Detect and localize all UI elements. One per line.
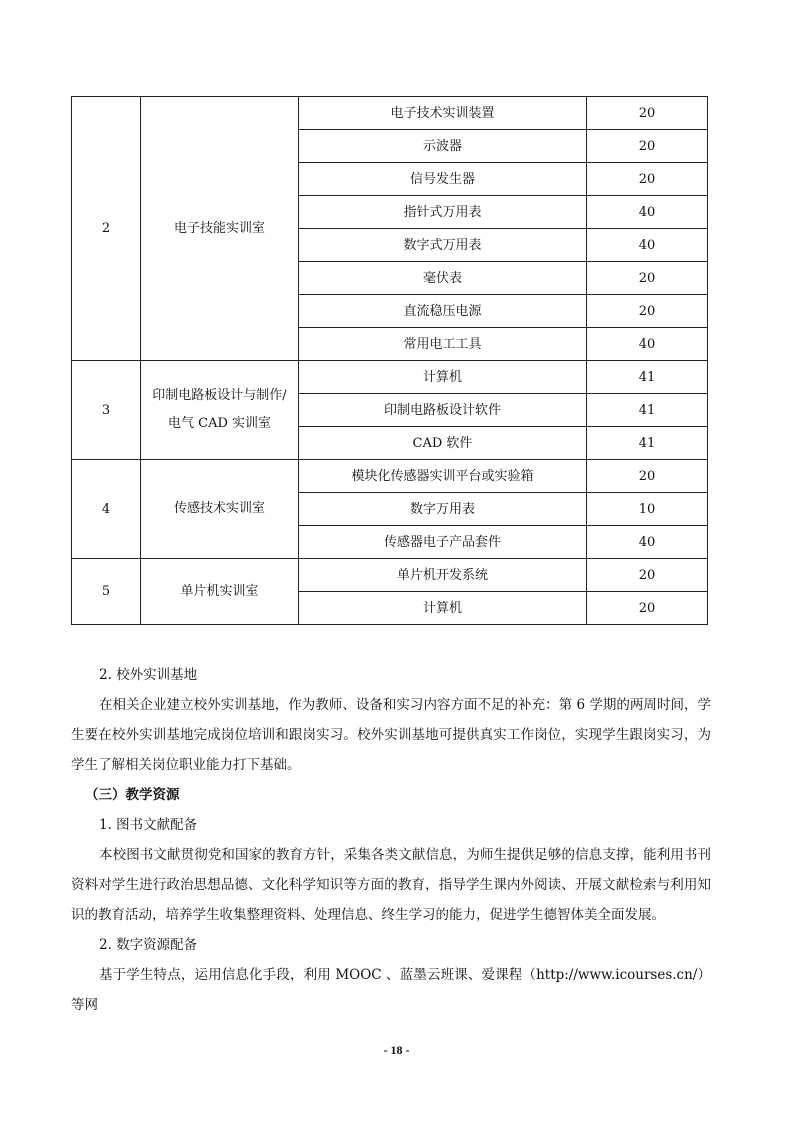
table-row — [72, 559, 708, 592]
cell-quantity: 20 — [587, 130, 708, 163]
cell-quantity: 41 — [587, 427, 708, 460]
equipment-table-body — [72, 97, 708, 625]
cell-quantity: 40 — [587, 229, 708, 262]
equipment-table — [71, 96, 708, 625]
cell-quantity: 20 — [587, 262, 708, 295]
cell-equipment-name: 直流稳压电源 — [299, 295, 587, 328]
cell-room-name: 单片机实训室 — [141, 559, 299, 625]
cell-quantity: 41 — [587, 361, 708, 394]
cell-equipment-name: 传感器电子产品套件 — [299, 526, 587, 559]
cell-quantity: 20 — [587, 559, 708, 592]
cell-quantity: 10 — [587, 493, 708, 526]
cell-quantity: 20 — [587, 592, 708, 625]
page-number: - 18 - — [383, 1043, 410, 1057]
cell-room-number: 4 — [72, 460, 141, 559]
table-row — [72, 361, 708, 394]
cell-equipment-name: 数字万用表 — [299, 493, 587, 526]
heading-off-campus-base: 2. 校外实训基地 — [99, 667, 198, 683]
cell-equipment-name: 指针式万用表 — [299, 196, 587, 229]
cell-quantity: 20 — [587, 97, 708, 130]
cell-room-number: 5 — [72, 559, 141, 625]
body-text — [71, 660, 711, 1020]
cell-equipment-name: 模块化传感器实训平台或实验箱 — [299, 460, 587, 493]
heading-digital-resources: 2. 数字资源配备 — [99, 937, 198, 953]
table-row — [72, 460, 708, 493]
paragraph-books: 本校图书文献贯彻党和国家的教育方针，采集各类文献信息，为师生提供足够的信息支撑，能利用书刊资料对学生进行政治思想品德、文化科学知识等方面的教育，指导学生课内外阅读、开展文献检索与利用知识的教育活动，培养学生收集整理资料、处理信息、终生学习的能力，促进学生德智体美全面发展。 — [71, 847, 711, 923]
cell-room-number: 2 — [72, 97, 141, 361]
cell-quantity: 40 — [587, 526, 708, 559]
cell-equipment-name: 信号发生器 — [299, 163, 587, 196]
cell-quantity: 41 — [587, 394, 708, 427]
heading-books: 1. 图书文献配备 — [99, 817, 198, 833]
paragraph-off-campus-base: 在相关企业建立校外实训基地，作为教师、设备和实习内容方面不足的补充：第 6 学期的两周时间，学生要在校外实训基地完成岗位培训和跟岗实习。校外实训基地可提供真实工作岗位，实现学生跟岗实习，为学生了解相关岗位职业能力打下基础。 — [71, 697, 711, 773]
cell-equipment-name: 数字式万用表 — [299, 229, 587, 262]
cell-equipment-name: 常用电工工具 — [299, 328, 587, 361]
cell-room-name: 印制电路板设计与制作/电气 CAD 实训室 — [141, 361, 299, 460]
cell-equipment-name: 示波器 — [299, 130, 587, 163]
cell-room-name: 电子技能实训室 — [141, 97, 299, 361]
section-teaching-resources: （三）教学资源 — [85, 787, 180, 803]
cell-room-number: 3 — [72, 361, 141, 460]
cell-equipment-name: CAD 软件 — [299, 427, 587, 460]
cell-quantity: 20 — [587, 460, 708, 493]
cell-equipment-name: 毫伏表 — [299, 262, 587, 295]
cell-quantity: 20 — [587, 163, 708, 196]
cell-equipment-name: 印制电路板设计软件 — [299, 394, 587, 427]
cell-equipment-name: 单片机开发系统 — [299, 559, 587, 592]
cell-quantity: 40 — [587, 328, 708, 361]
cell-equipment-name: 计算机 — [299, 361, 587, 394]
cell-equipment-name: 计算机 — [299, 592, 587, 625]
cell-quantity: 20 — [587, 295, 708, 328]
cell-quantity: 40 — [587, 196, 708, 229]
table-row — [72, 97, 708, 130]
paragraph-digital-resources: 基于学生特点，运用信息化手段，利用 MOOC 、蓝墨云班课、爱课程（http://www.icourses.cn/）等网 — [71, 967, 711, 1013]
cell-room-name: 传感技术实训室 — [141, 460, 299, 559]
cell-equipment-name: 电子技术实训装置 — [299, 97, 587, 130]
